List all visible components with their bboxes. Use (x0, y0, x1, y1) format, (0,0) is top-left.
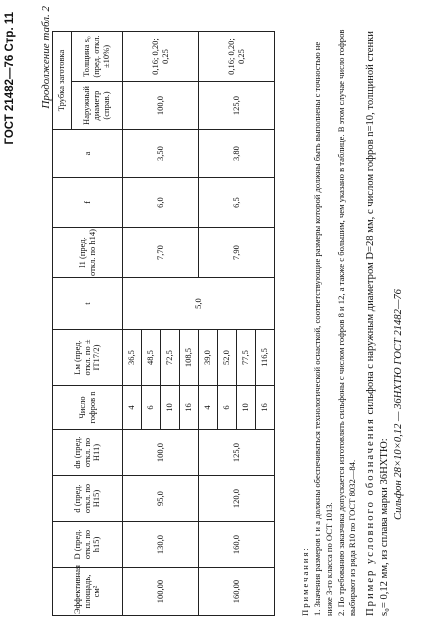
cell-n: 16 (256, 386, 275, 430)
col-header-a: a (53, 130, 123, 178)
cell-L: 39,0 (199, 330, 218, 386)
standard-header: ГОСТ 21482—76 Стр. 11 (4, 12, 16, 145)
table-continuation-label: Продолжение табл. 2 (40, 6, 52, 109)
table-row (123, 32, 142, 616)
cell-n: 16 (180, 386, 199, 430)
col-header-L: Lм (пред. откл. по ± IT17/2) (53, 330, 123, 386)
header-row-group (53, 32, 72, 616)
cell-L: 72,5 (161, 330, 180, 386)
cell-n: 6 (142, 386, 161, 430)
cell-a: 3,80 (199, 130, 275, 178)
specs-table (52, 31, 275, 616)
notes-block (300, 22, 359, 616)
cell-l1: 7,90 (199, 228, 275, 278)
cell-outer-diameter: 100,0 (123, 82, 199, 130)
cell-dv: 125,0 (199, 430, 275, 476)
note-item: 2. По требованию заказчика допускается изготовлять сильфоны с числом гофров 8 и 12, а также с большим, чем указано в таблице. В этом случае число гофров выбирают из ряда R10 по ГОСТ 8032—84. (335, 29, 358, 616)
cell-L: 77,5 (237, 330, 256, 386)
cell-d: 120,0 (199, 476, 275, 522)
col-group-header: Трубка заготовка (53, 32, 72, 130)
cell-thickness: 0,16; 0,20; 0,25 (123, 32, 199, 82)
cell-dv: 100,0 (123, 430, 199, 476)
notes-title: Примечания: (300, 546, 310, 616)
cell-t: 5,0 (123, 278, 275, 330)
cell-L: 36,5 (123, 330, 142, 386)
cell-n: 10 (237, 386, 256, 430)
designation-string: Сильфон 28×10×0,12 — 36НХТЮ ГОСТ 21482—76 (392, 289, 404, 520)
cell-n: 6 (218, 386, 237, 430)
cell-thickness: 0,16; 0,20; 0,25 (199, 32, 275, 82)
cell-D: 160,0 (199, 522, 275, 568)
cell-L: 48,5 (142, 330, 161, 386)
col-header-area: Эффективная площадь, см² (53, 568, 123, 616)
cell-L: 108,5 (180, 330, 199, 386)
cell-f: 6,5 (199, 178, 275, 228)
col-header-dv: dв (пред. откл. по H11) (53, 430, 123, 476)
cell-l1: 7,70 (123, 228, 199, 278)
col-header-outer-diameter: Наружный диаметр (справ.) (72, 82, 123, 130)
cell-outer-diameter: 125,0 (199, 82, 275, 130)
col-header-f: f (53, 178, 123, 228)
cell-area: 100,00 (123, 568, 199, 616)
cell-a: 3,50 (123, 130, 199, 178)
col-header-t: t (53, 278, 123, 330)
col-header-d: d (пред. откл. по H15) (53, 476, 123, 522)
col-header-D: D (пред. откл. по h15) (53, 522, 123, 568)
cell-n: 4 (123, 386, 142, 430)
col-header-thickness: Толщина s₀ (пред. откл. ±10%) (72, 32, 123, 82)
page-header (0, 0, 26, 642)
example-text: сильфона с наружным диаметром D=28 мм, с числом гофров n=10, толщиной стенки s₀= 0,12 мм, из сплава марки 36НХТЮ: (365, 31, 390, 616)
cell-area: 160,00 (199, 568, 275, 616)
example-paragraph (364, 16, 392, 616)
cell-f: 6,0 (123, 178, 199, 228)
cell-n: 4 (199, 386, 218, 430)
designation-example (364, 16, 406, 616)
cell-L: 52,0 (218, 330, 237, 386)
example-label: Пример условного обозначения (365, 417, 376, 616)
col-header-n: Число гофров n (53, 386, 123, 430)
cell-n: 10 (161, 386, 180, 430)
col-header-l1: l1 (пред. откл. по h14) (53, 228, 123, 278)
cell-L: 116,5 (256, 330, 275, 386)
note-item: 1. Значения размеров t и a должны обеспечиваться технологической оснасткой, соответствующие размеры которой должны быть выполнены с точностью не ниже 3-го класса по ОСТ 1013. (311, 41, 334, 616)
cell-D: 130,0 (123, 522, 199, 568)
cell-d: 95,0 (123, 476, 199, 522)
